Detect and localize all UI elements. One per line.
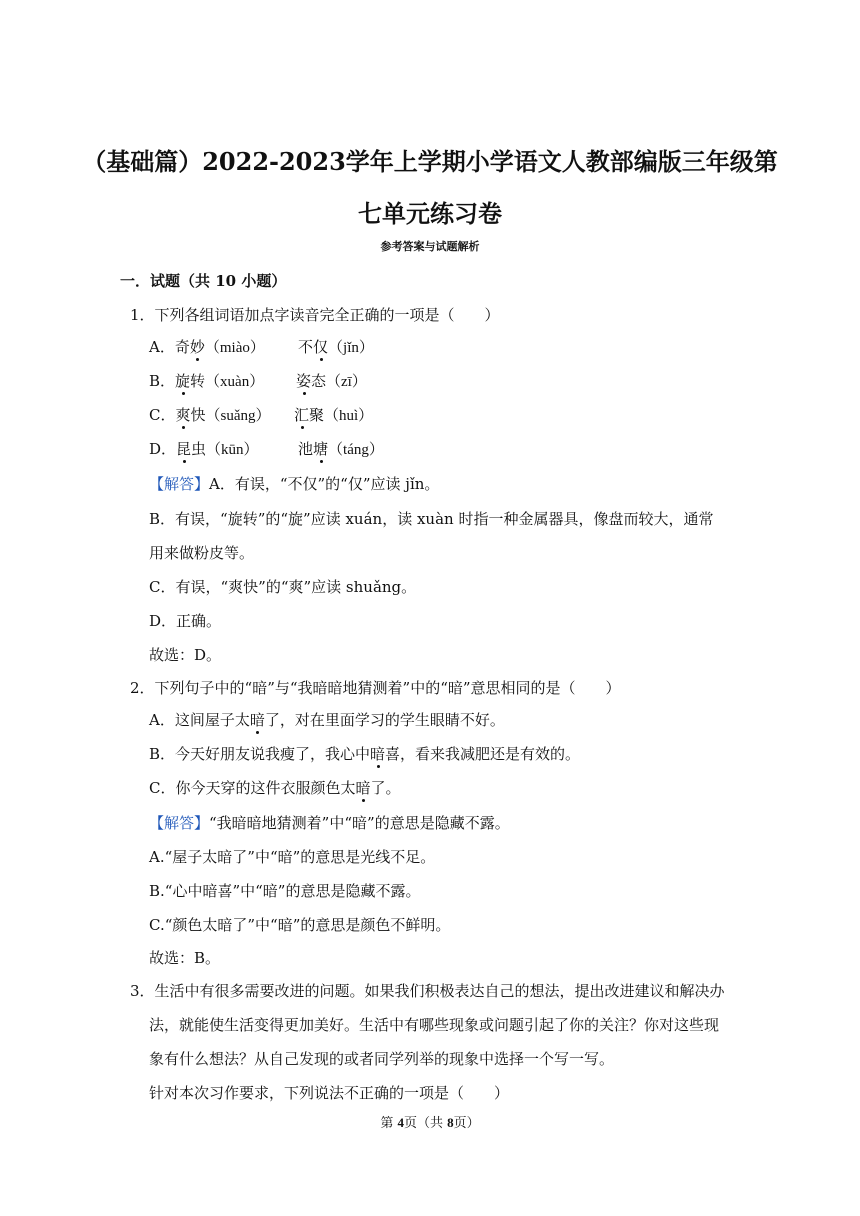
page-footer: [0, 1112, 860, 1131]
q1-option-a-second-word: [298, 336, 374, 357]
option-a-reading: （miào）: [204, 340, 265, 356]
footer-text: 第: [380, 1116, 398, 1131]
answer-tag: 【解答】: [149, 475, 210, 493]
dotted-char: 暗: [355, 779, 371, 797]
option-text: C．你今天穿的这件衣服颜色太: [149, 779, 356, 797]
answer-tag: 【解答】: [149, 814, 210, 832]
q1-answer-line-5: D．正确。: [149, 612, 222, 630]
page-number: 4: [397, 1115, 404, 1130]
q2-answer-line-4: C.“颜色太暗了”中“暗”的意思是颜色不鲜明。: [149, 916, 451, 934]
option-c-reading: 快（suǎng）: [190, 408, 271, 424]
dotted-char: 暗: [249, 711, 265, 729]
q1-answer-line-2: B．有误，“旋转”的“旋”应读 xuán，读 xuàn 时指一种金属器具，像盘而较大，通常: [149, 510, 714, 528]
footer-text: 页）: [453, 1116, 480, 1131]
word-reading: （táng）: [328, 442, 384, 458]
q2-option-c: [149, 777, 401, 798]
q1-option-c: [149, 404, 271, 425]
word-reading: 聚（huì）: [309, 408, 374, 424]
word-reading: 态（zī）: [311, 374, 367, 390]
dotted-char: 旋: [175, 372, 191, 390]
dotted-char: 爽: [175, 406, 191, 424]
option-c-prefix: C．: [149, 406, 176, 424]
q1-answer-line-3: 用来做粉皮等。: [149, 544, 255, 562]
document-subtitle: 参考答案与试题解析: [380, 240, 480, 253]
section-heading: 一．试题（共 10 小题）: [120, 272, 287, 290]
dotted-char: 暗: [370, 745, 386, 763]
q1-option-a: [149, 336, 265, 357]
dotted-char: 仅: [313, 338, 329, 356]
answer-text: “我暗暗地猜测着”中“暗”的意思是隐藏不露。: [209, 814, 510, 832]
word-prefix: 不: [298, 338, 314, 356]
q1-option-d-second-word: [298, 438, 384, 459]
dotted-char: 姿: [296, 372, 312, 390]
option-text: A．这间屋子太: [149, 711, 250, 729]
q1-answer-line-1: [149, 473, 439, 494]
q2-answer-line-1: [149, 812, 510, 833]
q1-option-b-second-word: [296, 370, 367, 391]
option-text: B．今天好朋友说我瘦了，我心中: [149, 745, 371, 763]
q3-line-4: 针对本次习作要求，下列说法不正确的一项是（ ）: [149, 1084, 510, 1102]
q3-line-1: 3．生活中有很多需要改进的问题。如果我们积极表达自己的想法，提出改进建议和解决办: [130, 982, 725, 1000]
option-text: 了，对在里面学习的学生眼睛不好。: [264, 711, 505, 729]
q2-answer-line-2: A.“屋子太暗了”中“暗”的意思是光线不足。: [149, 848, 436, 866]
option-d-reading: 虫（kūn）: [191, 442, 259, 458]
option-b-prefix: B．: [149, 372, 176, 390]
page-total: 8: [447, 1115, 454, 1130]
q3-line-2: 法，就能使生活变得更加美好。生活中有哪些现象或问题引起了你的关注？你对这些现: [149, 1016, 720, 1034]
option-b-reading: 转（xuàn）: [190, 374, 265, 390]
dotted-char: 妙: [189, 338, 205, 356]
q1-stem: 1．下列各组词语加点字读音完全正确的一项是（ ）: [130, 306, 500, 324]
q3-line-3: 象有什么想法？从自己发现的或者同学列举的现象中选择一个写一写。: [149, 1050, 615, 1068]
q1-option-c-second-word: [294, 404, 373, 425]
dotted-char: 昆: [176, 440, 192, 458]
option-text: 喜，看来我减肥还是有效的。: [385, 745, 581, 763]
q1-answer-line-4: C．有误，“爽快”的“爽”应读 shuǎng。: [149, 578, 417, 596]
dotted-char: 塘: [313, 440, 329, 458]
option-d-prefix: D．: [149, 440, 177, 458]
q1-option-b: [149, 370, 264, 391]
document-title-line-2: 七单元练习卷: [358, 199, 502, 228]
word-reading: （jǐn）: [328, 340, 374, 356]
q1-option-d: [149, 438, 259, 459]
q2-option-b: [149, 743, 580, 764]
word-prefix: 池: [298, 440, 314, 458]
footer-text: 页（共: [403, 1116, 448, 1131]
q1-answer-line-6: 故选：D。: [149, 646, 222, 664]
q2-answer-line-3: B.“心中暗喜”中“暗”的意思是隐藏不露。: [149, 882, 421, 900]
document-title-line-1: （基础篇）2022-2023学年上学期小学语文人教部编版三年级第: [82, 147, 778, 176]
q2-stem: 2．下列句子中的“暗”与“我暗暗地猜测着”中的“暗”意思相同的是（ ）: [130, 679, 621, 697]
answer-text: A．有误，“不仅”的“仅”应读 jǐn。: [209, 475, 440, 493]
option-a-prefix: A．奇: [149, 338, 190, 356]
dotted-char: 汇: [294, 406, 310, 424]
q2-option-a: [149, 709, 505, 730]
q2-answer-line-5: 故选：B。: [149, 949, 221, 967]
option-text: 了。: [370, 779, 401, 797]
